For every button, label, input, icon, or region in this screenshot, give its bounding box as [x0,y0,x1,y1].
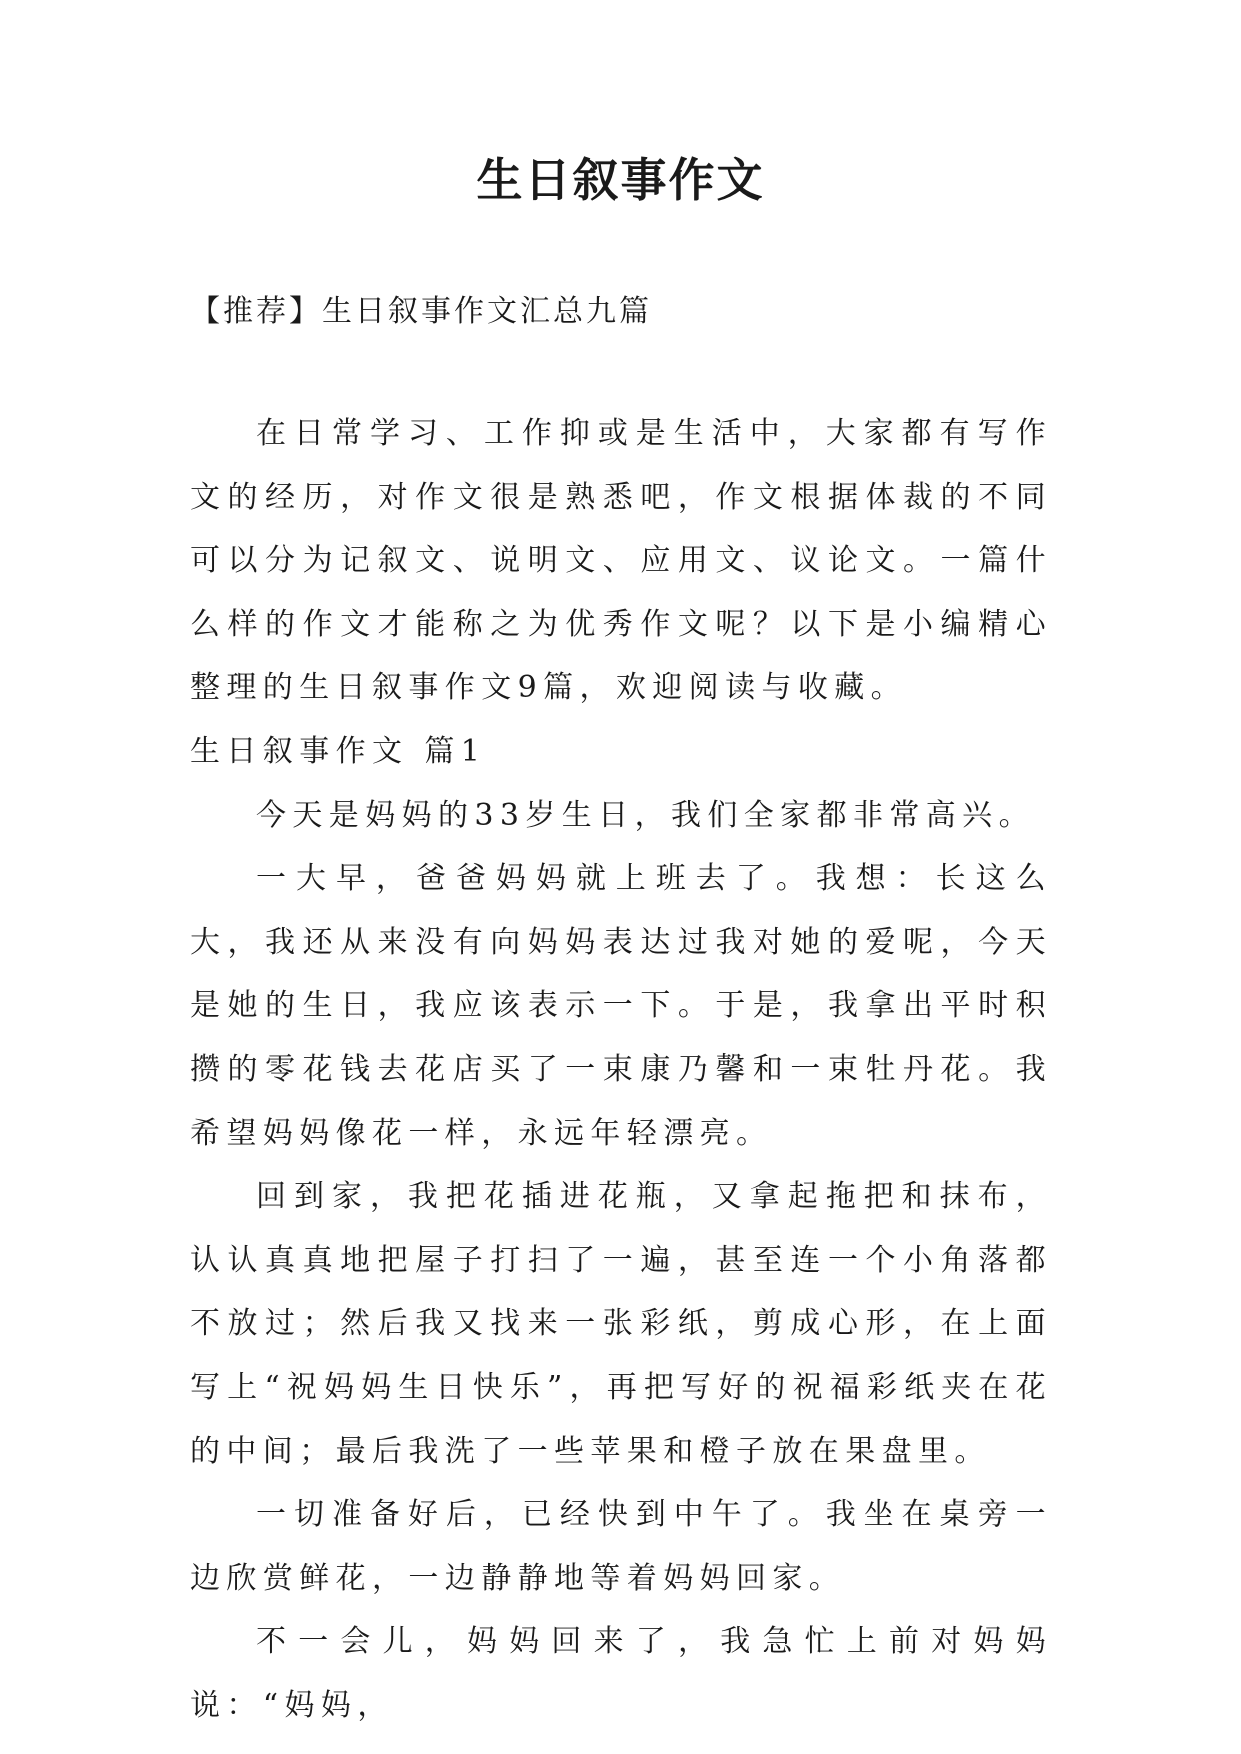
body-paragraph: 一大早，爸爸妈妈就上班去了。我想：长这么大，我还从来没有向妈妈表达过我对她的爱呢，今天是她的生日，我应该表示一下。于是，我拿出平时积攒的零花钱去花店买了一束康乃馨和一束牡丹花。我希望妈妈像花一样，永远年轻漂亮。 [190,861,1052,1151]
document-subtitle: 【推荐】生日叙事作文汇总九篇 [190,294,652,329]
body-paragraph: 不一会儿，妈妈回来了，我急忙上前对妈妈说：“妈妈， [190,1624,1052,1723]
section-heading: 生日叙事作文 篇1 [190,733,487,769]
intro-paragraph: 在日常学习、工作抑或是生活中，大家都有写作文的经历，对作文很是熟悉吧，作文根据体裁的不同可以分为记叙文、说明文、应用文、议论文。一篇什么样的作文才能称之为优秀作文呢？以下是小编精心整理的生日叙事作文9篇，欢迎阅读与收藏。 [190,416,1052,706]
document-body [190,402,1052,1737]
body-paragraph: 今天是妈妈的33岁生日，我们全家都非常高兴。 [256,797,1035,833]
body-paragraph: 一切准备好后，已经快到中午了。我坐在桌旁一边欣赏鲜花，一边静静地等着妈妈回家。 [190,1497,1052,1596]
document-title: 生日叙事作文 [476,153,765,207]
body-paragraph: 回到家，我把花插进花瓶，又拿起拖把和抹布，认认真真地把屋子打扫了一遍，甚至连一个小角落都不放过；然后我又找来一张彩纸，剪成心形，在上面写上“祝妈妈生日快乐”，再把写好的祝福彩纸夹在花的中间；最后我洗了一些苹果和橙子放在果盘里。 [190,1179,1052,1469]
